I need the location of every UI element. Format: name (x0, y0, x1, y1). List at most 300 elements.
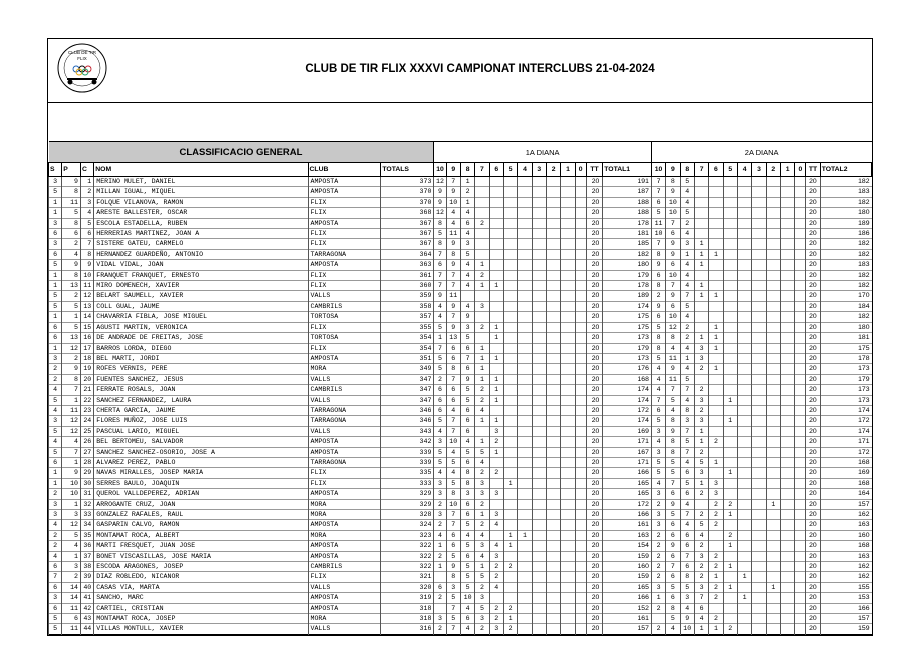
cell-count (561, 572, 575, 582)
cell-count (503, 426, 517, 436)
svg-text:FLIX: FLIX (77, 56, 87, 61)
cell-count: 8 (446, 572, 460, 582)
cell-count (546, 572, 560, 582)
cell-count: 2 (694, 541, 708, 551)
cell-count (561, 541, 575, 551)
cell-count: 2 (489, 572, 503, 582)
cell-count (518, 270, 532, 280)
cell-tt: 20 (806, 457, 820, 467)
cell-count (694, 187, 708, 197)
cell-name: SANCHO, MARC (94, 593, 308, 603)
cell-total2: 164 (820, 489, 871, 499)
cell-count (766, 562, 780, 572)
cell-name: FRANQUET FRANQUET, ERNESTO (94, 270, 308, 280)
cell-series: 4 (49, 437, 62, 447)
cell-series: 6 (49, 457, 62, 467)
cell-total: 333 (381, 478, 434, 488)
cell-count (575, 478, 586, 488)
cell-rank: 13 (81, 301, 94, 311)
cell-count: 6 (666, 593, 680, 603)
cell-name: VILLAS MONTULL, XAVIER (94, 624, 308, 634)
cell-count: 9 (651, 301, 665, 311)
cell-club: AMPOSTA (308, 551, 381, 561)
cell-count (766, 270, 780, 280)
cell-count (561, 218, 575, 228)
cell-count (780, 499, 794, 509)
cell-count: 3 (651, 582, 665, 592)
cell-total2: 182 (820, 270, 871, 280)
cell-total: 351 (381, 353, 434, 363)
cell-count: 6 (434, 582, 446, 592)
cell-name: MARTI FRESQUET, JUAN JOSE (94, 541, 308, 551)
cell-tt: 20 (806, 614, 820, 624)
cell-count (766, 468, 780, 478)
cell-post: 5 (62, 301, 81, 311)
cell-tt: 20 (806, 364, 820, 374)
cell-count: 8 (666, 333, 680, 343)
cell-count (723, 385, 737, 395)
cell-count (737, 457, 751, 467)
cell-count: 1 (518, 530, 532, 540)
cell-count (795, 229, 806, 239)
cell-total2: 166 (820, 603, 871, 613)
cell-tt: 20 (586, 291, 603, 301)
cell-tt: 20 (806, 582, 820, 592)
cell-count: 3 (460, 489, 474, 499)
cell-count: 1 (503, 530, 517, 540)
cell-count (709, 603, 723, 613)
cell-series: 7 (49, 572, 62, 582)
cell-count (546, 239, 560, 249)
cell-name: HERRERIAS MARTINEZ, JOAN A (94, 229, 308, 239)
cell-count: 2 (475, 395, 489, 405)
cell-count: 9 (446, 562, 460, 572)
cell-total: 346 (381, 416, 434, 426)
cell-count (575, 312, 586, 322)
cell-count (546, 322, 560, 332)
cell-club: TORTOSA (308, 333, 381, 343)
cell-count (503, 197, 517, 207)
cell-count (518, 572, 532, 582)
cell-series: 5 (49, 624, 62, 634)
cell-count: 7 (446, 426, 460, 436)
cell-count (518, 322, 532, 332)
cell-count (503, 520, 517, 530)
cell-tt: 20 (806, 624, 820, 634)
cell-count (518, 457, 532, 467)
cell-count (546, 614, 560, 624)
cell-tt: 20 (586, 249, 603, 259)
cell-count (795, 614, 806, 624)
cell-count (737, 426, 751, 436)
cell-count: 1 (460, 197, 474, 207)
cell-count (575, 374, 586, 384)
cell-total1: 174 (603, 416, 652, 426)
cell-count: 5 (460, 520, 474, 530)
cell-post: 9 (62, 177, 81, 187)
table-row (49, 260, 872, 270)
cell-count: 1 (709, 333, 723, 343)
cell-total2: 182 (820, 281, 871, 291)
cell-count (561, 312, 575, 322)
cell-count: 6 (446, 353, 460, 363)
cell-total: 373 (381, 177, 434, 187)
cell-count (503, 260, 517, 270)
cell-tt: 20 (806, 208, 820, 218)
cell-count: 4 (460, 301, 474, 311)
cell-count (752, 437, 766, 447)
cell-total1: 174 (603, 301, 652, 311)
column-header: 7 (475, 163, 489, 177)
cell-count (766, 437, 780, 447)
cell-count (737, 520, 751, 530)
cell-count (723, 593, 737, 603)
cell-count: 10 (460, 593, 474, 603)
cell-count (475, 426, 489, 436)
cell-club: FLIX (308, 572, 381, 582)
cell-count (795, 374, 806, 384)
cell-tt: 20 (806, 541, 820, 551)
cell-count: 10 (446, 437, 460, 447)
cell-count (737, 614, 751, 624)
table-row (49, 405, 872, 415)
cell-count (723, 353, 737, 363)
cell-count: 5 (475, 447, 489, 457)
cell-total2: 189 (820, 218, 871, 228)
cell-count: 5 (460, 572, 474, 582)
cell-count: 2 (489, 614, 503, 624)
cell-post: 10 (62, 489, 81, 499)
cell-total: 321 (381, 572, 434, 582)
cell-count (518, 218, 532, 228)
cell-count: 9 (446, 239, 460, 249)
cell-count: 6 (680, 541, 694, 551)
cell-count: 11 (446, 291, 460, 301)
cell-count (709, 395, 723, 405)
cell-count (575, 249, 586, 259)
cell-rank: 30 (81, 478, 94, 488)
cell-total1: 176 (603, 364, 652, 374)
cell-club: TARRAGONA (308, 416, 381, 426)
cell-series: 3 (49, 218, 62, 228)
cell-count: 5 (446, 551, 460, 561)
cell-count (723, 520, 737, 530)
cell-count: 2 (460, 187, 474, 197)
cell-count: 2 (434, 499, 446, 509)
cell-count: 4 (680, 270, 694, 280)
cell-count (780, 249, 794, 259)
cell-count (489, 208, 503, 218)
cell-count: 2 (434, 374, 446, 384)
cell-count: 3 (489, 489, 503, 499)
column-header: 8 (680, 163, 694, 177)
cell-count (561, 603, 575, 613)
cell-count (546, 353, 560, 363)
cell-post: 11 (62, 603, 81, 613)
cell-tt: 20 (806, 593, 820, 603)
column-header: S (49, 163, 62, 177)
table-row (49, 322, 872, 332)
cell-count: 6 (666, 530, 680, 540)
cell-count: 9 (666, 187, 680, 197)
cell-count (532, 478, 546, 488)
column-header: 0 (575, 163, 586, 177)
cell-count (795, 478, 806, 488)
cell-tt: 20 (806, 270, 820, 280)
cell-series: 5 (49, 301, 62, 311)
cell-total: 335 (381, 468, 434, 478)
cell-count (651, 614, 665, 624)
cell-count (723, 260, 737, 270)
cell-total2: 183 (820, 187, 871, 197)
cell-count (546, 593, 560, 603)
cell-count: 1 (766, 499, 780, 509)
cell-count (503, 510, 517, 520)
cell-count (780, 385, 794, 395)
cell-count: 9 (434, 291, 446, 301)
cell-count (532, 603, 546, 613)
cell-count: 3 (475, 301, 489, 311)
cell-count (575, 624, 586, 634)
table-row (49, 551, 872, 561)
cell-count (503, 333, 517, 343)
cell-count (780, 551, 794, 561)
cell-count (766, 197, 780, 207)
table-row (49, 312, 872, 322)
cell-count (780, 562, 794, 572)
cell-count (561, 374, 575, 384)
cell-total: 347 (381, 395, 434, 405)
cell-total: 339 (381, 447, 434, 457)
cell-count (503, 239, 517, 249)
cell-count: 8 (446, 249, 460, 259)
cell-count (546, 447, 560, 457)
cell-count: 4 (694, 614, 708, 624)
table-row (49, 187, 872, 197)
cell-total2: 169 (820, 468, 871, 478)
cell-tt: 20 (806, 551, 820, 561)
cell-count (780, 395, 794, 405)
cell-count: 1 (475, 416, 489, 426)
cell-count (489, 301, 503, 311)
cell-total1: 166 (603, 510, 652, 520)
cell-tt: 20 (586, 218, 603, 228)
cell-total: 349 (381, 364, 434, 374)
cell-count (795, 218, 806, 228)
cell-tt: 20 (806, 405, 820, 415)
cell-total1: 191 (603, 177, 652, 187)
cell-count: 7 (446, 312, 460, 322)
cell-count (752, 582, 766, 592)
cell-post: 1 (62, 551, 81, 561)
cell-tt: 20 (806, 374, 820, 384)
cell-count (575, 229, 586, 239)
cell-count: 5 (460, 582, 474, 592)
cell-total: 319 (381, 593, 434, 603)
cell-count (532, 582, 546, 592)
cell-count (795, 260, 806, 270)
cell-count: 1 (475, 364, 489, 374)
cell-count (561, 582, 575, 592)
cell-total: 324 (381, 520, 434, 530)
cell-series: 1 (49, 281, 62, 291)
cell-count: 8 (460, 478, 474, 488)
cell-total2: 163 (820, 551, 871, 561)
cell-count (518, 385, 532, 395)
cell-total2: 178 (820, 353, 871, 363)
cell-count (780, 510, 794, 520)
cell-count: 5 (651, 353, 665, 363)
cell-count (795, 385, 806, 395)
cell-count (546, 301, 560, 311)
column-header: 9 (446, 163, 460, 177)
cell-total: 323 (381, 530, 434, 540)
cell-count (709, 530, 723, 540)
cell-club: AMPOSTA (308, 260, 381, 270)
cell-count: 8 (666, 416, 680, 426)
cell-count (795, 603, 806, 613)
cell-series: 3 (49, 353, 62, 363)
cell-count: 3 (434, 510, 446, 520)
cell-count (752, 457, 766, 467)
cell-count: 4 (680, 603, 694, 613)
cell-count: 5 (680, 374, 694, 384)
cell-series: 4 (49, 405, 62, 415)
cell-count (518, 582, 532, 592)
cell-count (575, 530, 586, 540)
cell-count: 1 (475, 374, 489, 384)
cell-total2: 163 (820, 520, 871, 530)
cell-count: 2 (489, 603, 503, 613)
cell-count (532, 187, 546, 197)
cell-count (561, 353, 575, 363)
cell-count: 6 (666, 572, 680, 582)
cell-tt: 20 (586, 197, 603, 207)
cell-count: 4 (434, 312, 446, 322)
cell-rank: 19 (81, 364, 94, 374)
cell-count (518, 447, 532, 457)
cell-count (737, 468, 751, 478)
cell-rank: 21 (81, 385, 94, 395)
cell-count (752, 530, 766, 540)
cell-count (546, 218, 560, 228)
cell-count: 8 (434, 218, 446, 228)
cell-count: 3 (694, 551, 708, 561)
cell-post: 2 (62, 353, 81, 363)
cell-rank: 3 (81, 197, 94, 207)
cell-count (518, 541, 532, 551)
cell-tt: 20 (806, 333, 820, 343)
cell-rank: 26 (81, 437, 94, 447)
table-row (49, 270, 872, 280)
cell-count (475, 187, 489, 197)
cell-count: 2 (651, 572, 665, 582)
cell-count: 6 (666, 489, 680, 499)
cell-count (518, 291, 532, 301)
cell-count (546, 395, 560, 405)
cell-count: 2 (475, 270, 489, 280)
cell-count: 5 (666, 614, 680, 624)
cell-count (795, 530, 806, 540)
cell-count (475, 239, 489, 249)
cell-total: 347 (381, 374, 434, 384)
cell-count (752, 291, 766, 301)
cell-count (561, 551, 575, 561)
cell-count (752, 603, 766, 613)
cell-series: 3 (49, 416, 62, 426)
cell-count (489, 364, 503, 374)
cell-count: 4 (680, 499, 694, 509)
cell-count (575, 593, 586, 603)
cell-count (780, 229, 794, 239)
cell-series: 5 (49, 426, 62, 436)
cell-count (532, 239, 546, 249)
cell-name: FERRATE ROSALS, JOAN (94, 385, 308, 395)
cell-count: 5 (434, 416, 446, 426)
cell-total: 361 (381, 270, 434, 280)
cell-count (532, 416, 546, 426)
cell-count (561, 177, 575, 187)
cell-count (737, 301, 751, 311)
cell-count: 2 (503, 562, 517, 572)
cell-count: 4 (680, 395, 694, 405)
cell-count: 6 (460, 614, 474, 624)
cell-count: 11 (666, 374, 680, 384)
cell-count (532, 374, 546, 384)
cell-tt: 20 (806, 530, 820, 540)
cell-count (575, 572, 586, 582)
cell-count (780, 624, 794, 634)
cell-count (503, 551, 517, 561)
cell-total2: 172 (820, 416, 871, 426)
cell-tt: 20 (586, 229, 603, 239)
cell-count (546, 385, 560, 395)
cell-count (475, 177, 489, 187)
cell-count (752, 270, 766, 280)
cell-rank: 43 (81, 614, 94, 624)
cell-tt: 20 (806, 416, 820, 426)
cell-count (737, 374, 751, 384)
cell-count: 7 (434, 343, 446, 353)
cell-count (575, 582, 586, 592)
cell-count: 4 (460, 270, 474, 280)
cell-name: ARESTE BALLESTER, OSCAR (94, 208, 308, 218)
cell-total2: 174 (820, 426, 871, 436)
cell-count (475, 197, 489, 207)
table-row (49, 416, 872, 426)
cell-count (561, 364, 575, 374)
cell-count (795, 551, 806, 561)
cell-count: 6 (446, 395, 460, 405)
cell-total1: 160 (603, 562, 652, 572)
cell-count: 7 (446, 520, 460, 530)
cell-count: 1 (680, 249, 694, 259)
cell-count: 4 (446, 447, 460, 457)
cell-count: 5 (434, 229, 446, 239)
cell-count (518, 353, 532, 363)
cell-count (795, 489, 806, 499)
cell-rank: 2 (81, 187, 94, 197)
cell-count: 3 (680, 593, 694, 603)
cell-count (546, 624, 560, 634)
cell-count: 3 (694, 395, 708, 405)
cell-count (737, 624, 751, 634)
cell-total2: 173 (820, 395, 871, 405)
cell-post: 12 (62, 520, 81, 530)
cell-count: 6 (666, 520, 680, 530)
cell-count (766, 229, 780, 239)
column-header: TOTAL1 (603, 163, 652, 177)
